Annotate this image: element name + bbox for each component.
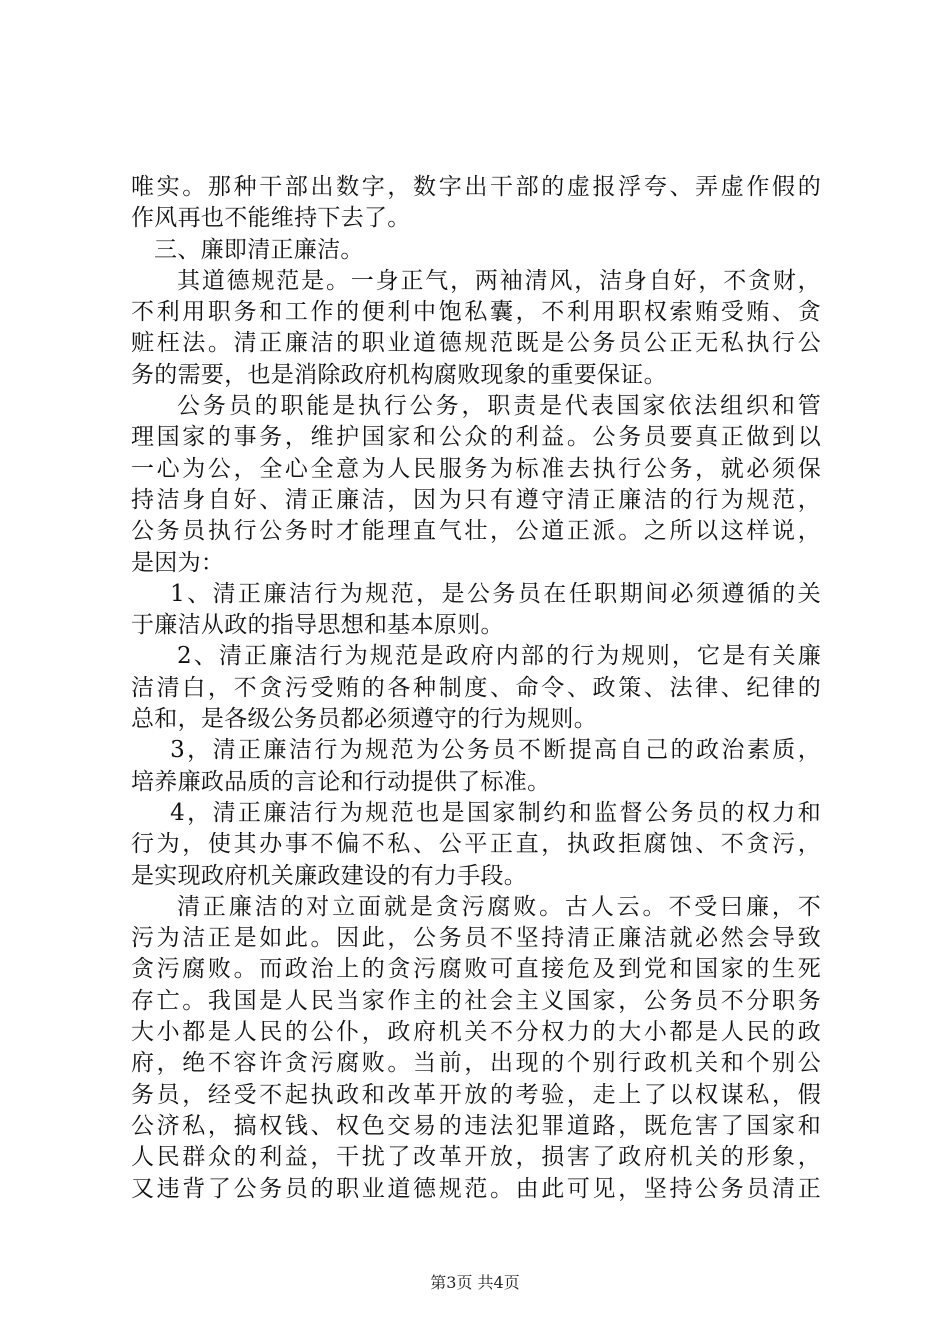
text-line: 公务员的职能是执行公务，职责是代表国家依法组织和管 <box>177 393 821 420</box>
text-line: 持洁身自好、清正廉洁，因为只有遵守清正廉洁的行为规范， <box>131 486 821 513</box>
text-line: 府，绝不容许贪污腐败。当前，出现的个别行政机关和个别公 <box>131 1050 821 1077</box>
text-line: 培养廉政品质的言论和行动提供了标准。 <box>131 768 551 795</box>
text-line: 人民群众的利益，干扰了改革开放，损害了政府机关的形象， <box>131 1144 821 1171</box>
text-line: 务员，经受不起执政和改革开放的考验，走上了以权谋私，假 <box>131 1081 821 1108</box>
text-line: 洁清白，不贪污受贿的各种制度、命令、政策、法律、纪律的 <box>131 674 821 701</box>
text-line: 于廉洁从政的指导思想和基本原则。 <box>131 612 504 639</box>
text-line: 清正廉洁的对立面就是贪污腐败。古人云。不受曰廉，不 <box>177 893 821 920</box>
text-line: 又违背了公务员的职业道德规范。由此可见，坚持公务员清正 <box>131 1175 821 1202</box>
text-line: 总和，是各级公务员都必须遵守的行为规则。 <box>131 706 597 733</box>
text-line: 行为，使其办事不偏不私、公平正直，执政拒腐蚀、不贪污， <box>131 831 821 858</box>
text-line: 务的需要，也是消除政府机构腐败现象的重要保证。 <box>131 361 667 388</box>
text-line: 三、廉即清正廉洁。 <box>154 236 364 263</box>
page-number-footer: 第3页 共4页 <box>430 1273 520 1292</box>
text-line: 其道德规范是。一身正气，两袖清风，洁身自好，不贪财， <box>177 267 821 294</box>
text-line: 污为洁正是如此。因此，公务员不坚持清正廉洁就必然会导致 <box>131 925 821 952</box>
text-line: 公济私，搞权钱、权色交易的违法犯罪道路，既危害了国家和 <box>131 1112 821 1139</box>
text-line: 唯实。那种干部出数字，数字出干部的虚报浮夸、弄虚作假的 <box>131 174 821 200</box>
text-line: 4，清正廉洁行为规范也是国家制约和监督公务员的权力和 <box>170 799 821 826</box>
text-line: 存亡。我国是人民当家作主的社会主义国家，公务员不分职务 <box>131 987 821 1014</box>
text-line: 1、清正廉洁行为规范，是公务员在任职期间必须遵循的关 <box>170 580 821 607</box>
text-line: 大小都是人民的公仆，政府机关不分权力的大小都是人民的政 <box>131 1019 821 1046</box>
document-body <box>131 172 821 1205</box>
text-line: 是实现政府机关廉政建设的有力手段。 <box>131 862 528 889</box>
text-line: 赃枉法。清正廉洁的职业道德规范既是公务员公正无私执行公 <box>131 330 821 357</box>
text-line: 贪污腐败。而政治上的贪污腐败可直接危及到党和国家的生死 <box>131 956 821 983</box>
text-line: 2、清正廉洁行为规范是政府内部的行为规则，它是有关廉 <box>177 643 821 670</box>
text-line: 作风再也不能维持下去了。 <box>131 205 411 232</box>
text-line: 3，清正廉洁行为规范为公务员不断提高自己的政治素质， <box>170 737 821 764</box>
text-line: 是因为： <box>131 549 225 576</box>
text-line: 一心为公，全心全意为人民服务为标准去执行公务，就必须保 <box>131 455 821 482</box>
text-line: 理国家的事务，维护国家和公众的利益。公务员要真正做到以 <box>131 424 821 451</box>
text-line: 公务员执行公务时才能理直气壮，公道正派。之所以这样说， <box>131 518 821 545</box>
text-line: 不利用职务和工作的便利中饱私囊，不利用职权索贿受贿、贪 <box>131 299 821 326</box>
